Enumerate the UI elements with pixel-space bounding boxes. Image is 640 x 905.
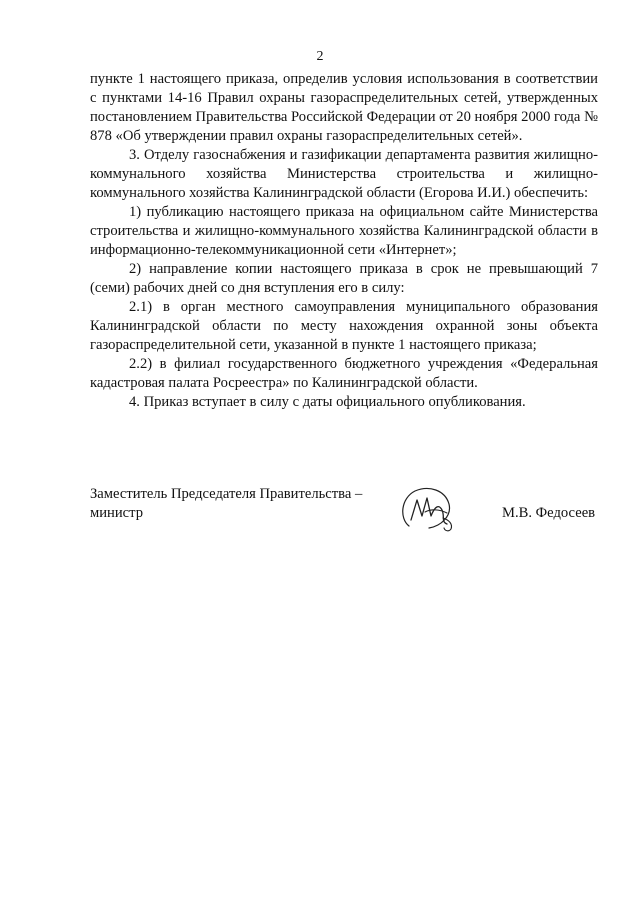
paragraph-subitem-1: 1) публикацию настоящего приказа на официальном сайте Министерства строительства и жилищно-коммунального хозяйства Калининградской области в информационно-телекоммуникационной сети «Интернет»; [90,204,598,258]
paragraph-item-3: 3. Отделу газоснабжения и газификации департамента развития жилищно-коммунального хозяйства Министерства строительства и жилищно-коммунального хозяйства Калининградской области (Егорова И.И.) обеспечить: [90,147,598,201]
signatory-position-line-2: министр [90,505,143,521]
paragraph-subitem-2-1: 2.1) в орган местного самоуправления муниципального образования Калининградской области по месту нахождения охранной зоны объекта газораспределительной сети, указанной в пункте 1 настоящего приказа; [90,299,598,353]
paragraph-continuation: пункте 1 настоящего приказа, определив условия использования в соответствии с пунктами 14-16 Правил охраны газораспределительных сетей, утвержденных постановлением Правительства Российской Федерации от 20 ноября 2000 года № 878 «Об утверждении правил охраны газораспределительных сетей». [90,71,598,144]
handwritten-signature [395,482,463,534]
signatory-position-line-1: Заместитель Председателя Правительства – [90,486,363,502]
paragraph-subitem-2-2: 2.2) в филиал государственного бюджетного учреждения «Федеральная кадастровая палата Росреестра» по Калининградской области. [90,356,598,391]
document-body [90,70,598,412]
page-number: 2 [316,49,324,64]
signatory-name: М.В. Федосеев [502,505,596,521]
signatory-position [90,485,390,523]
paragraph-subitem-2: 2) направление копии настоящего приказа в срок не превышающий 7 (семи) рабочих дней со дня вступления его в силу: [90,261,598,296]
paragraph-item-4: 4. Приказ вступает в силу с даты официального опубликования. [129,394,526,410]
